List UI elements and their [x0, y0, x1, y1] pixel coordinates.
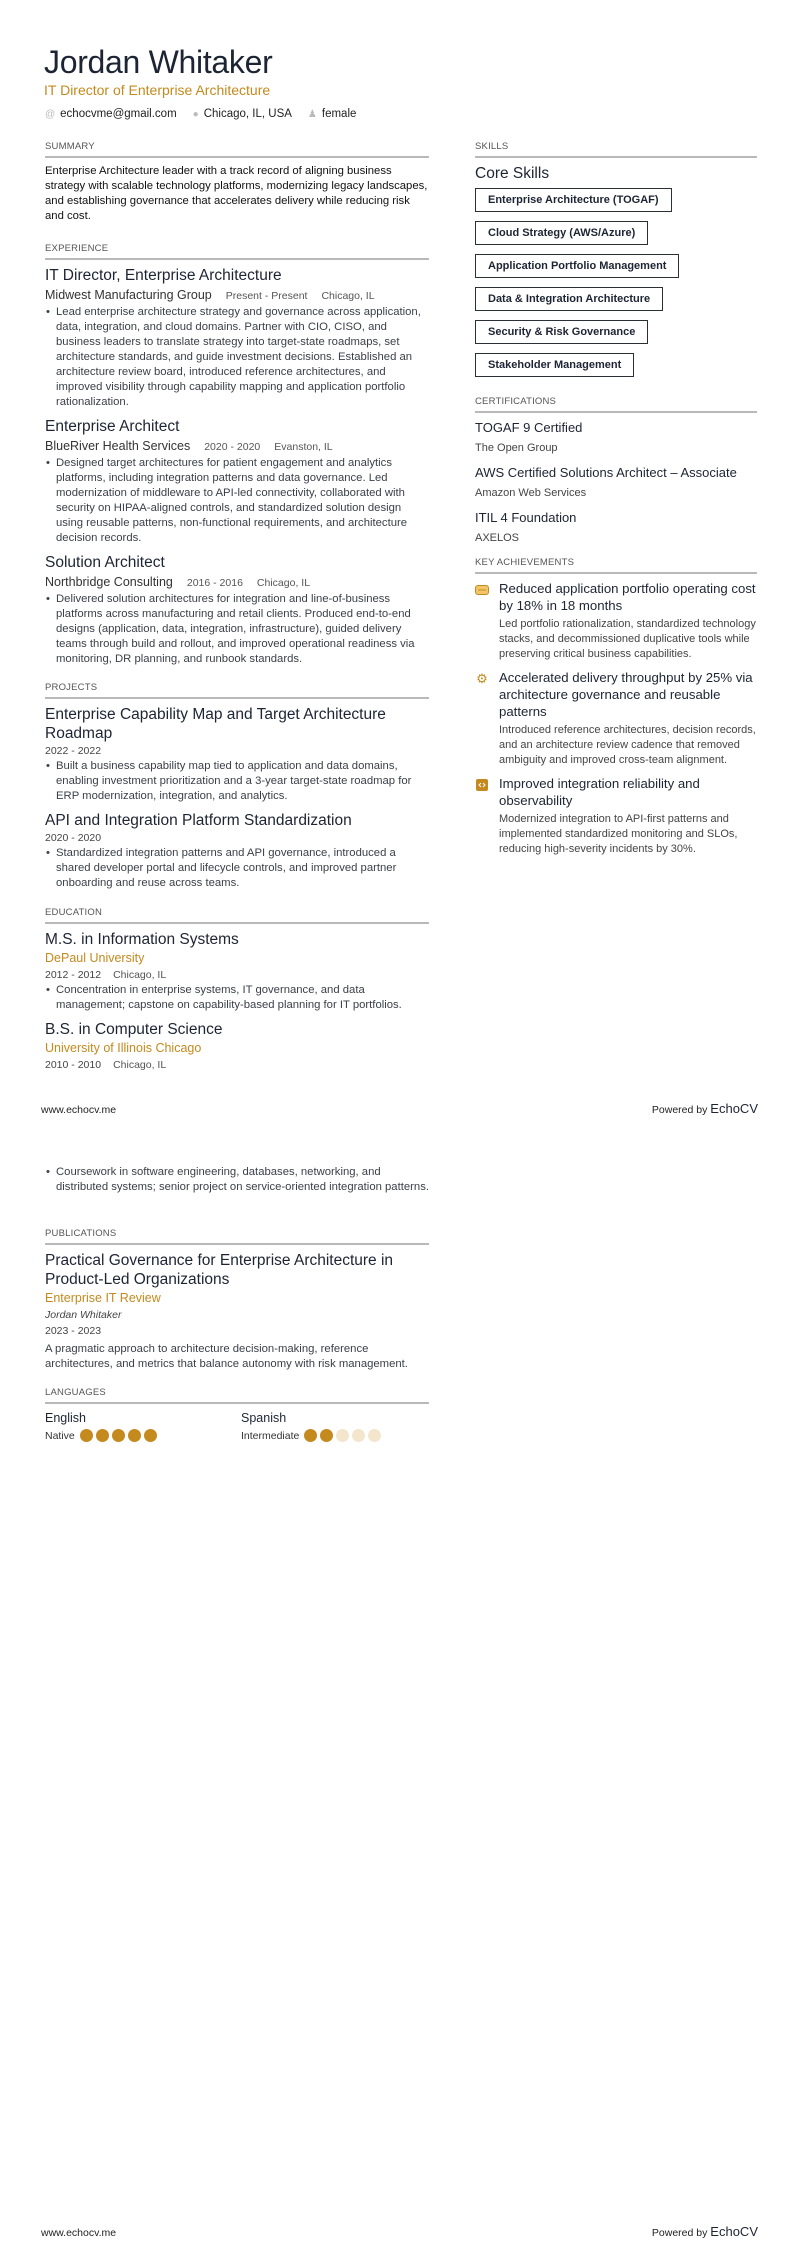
education-entry [45, 930, 429, 1013]
rating-dot-filled [128, 1429, 141, 1442]
job-meta [45, 287, 429, 305]
dates: 2023 - 2023 [45, 1325, 102, 1337]
achievement [475, 669, 757, 768]
education-entry [45, 1020, 429, 1073]
footer-site[interactable]: www.echocv.me [41, 1104, 117, 1116]
dates: 2022 - 2022 [45, 745, 102, 757]
author: Jordan Whitaker [45, 1309, 122, 1321]
rating-dot-empty [352, 1429, 365, 1442]
language-name: English [45, 1411, 86, 1425]
contact-row [45, 108, 366, 120]
skill-tag: Cloud Strategy (AWS/Azure) [475, 221, 648, 245]
location: Chicago, IL [113, 969, 167, 981]
achievement-title: Reduced application portfolio operating cost by 18% in 18 months [499, 581, 756, 613]
publication-title: Practical Governance for Enterprise Architecture in Product-Led Organizations [45, 1252, 394, 1288]
location: Chicago, IL [321, 290, 375, 302]
dates: 2020 - 2020 [45, 832, 102, 844]
dates: 2012 - 2012 [45, 969, 102, 981]
school: University of Illinois Chicago [45, 1041, 202, 1055]
achievements-section [475, 557, 757, 864]
section-heading: EDUCATION [45, 907, 429, 924]
rating-dot-filled [112, 1429, 125, 1442]
rating-dot-filled [144, 1429, 157, 1442]
section-heading: LANGUAGES [45, 1387, 429, 1404]
languages-section [45, 1387, 429, 1447]
job-title: Enterprise Architect [45, 418, 180, 435]
project-entry [45, 811, 429, 891]
education-continued [45, 1165, 429, 1195]
publisher: Enterprise IT Review [45, 1291, 161, 1305]
bullet: • Lead enterprise architecture strategy and governance across application, data, integration, and cloud domains. Partner with CIO, CISO, and business leaders to translate strategy into target-state roadmaps, set architecture standards, and guide investment decisions. Established an architecture review board, introduced reference architectures, and improved visibility through capability mapping and application portfolio rationalization. [45, 305, 429, 410]
language-item [45, 1410, 160, 1445]
location: Chicago, IL, USA [203, 108, 292, 120]
summary-section [45, 141, 429, 224]
rating-dots [304, 1427, 384, 1444]
location: Chicago, IL [256, 577, 311, 589]
money-icon [475, 583, 489, 597]
section-heading: CERTIFICATIONS [475, 396, 757, 413]
section-heading: EXPERIENCE [45, 243, 429, 260]
degree: B.S. in Computer Science [45, 1021, 223, 1038]
experience-entry [45, 266, 429, 410]
footer-site[interactable]: www.echocv.me [41, 2227, 117, 2239]
rating-dot-filled [320, 1429, 333, 1442]
achievement-desc: Introduced reference architectures, decision records, and an architecture review cadence that removed ambiguity and improved cross-team alignment. [499, 724, 756, 766]
candidate-title: IT Director of Enterprise Architecture [44, 82, 271, 98]
experience-entry [45, 553, 429, 667]
section-heading: SKILLS [475, 141, 757, 158]
skill-tag: Enterprise Architecture (TOGAF) [475, 188, 672, 212]
footer-powered[interactable] [652, 2224, 758, 2239]
cert-issuer: Amazon Web Services [475, 487, 587, 499]
gender: female [321, 108, 357, 120]
achievement-desc: Led portfolio rationalization, standardized technology stacks, and decommissioned duplicative tools while preserving critical business capabilities. [499, 618, 756, 660]
footer-powered[interactable] [652, 1101, 758, 1116]
experience-section [45, 243, 429, 674]
rating-dot-empty [368, 1429, 381, 1442]
skill-tag: Security & Risk Governance [475, 320, 648, 344]
candidate-name: Jordan Whitaker [44, 44, 273, 80]
rating-dot-empty [336, 1429, 349, 1442]
job-meta [45, 438, 429, 456]
summary-text: Enterprise Architecture leader with a track record of aligning business strategy with scalable technology platforms, modernizing legacy landscapes, and establishing governance that accelerates delivery while reducing risk and cost. [45, 165, 428, 222]
bullet: • Concentration in enterprise systems, IT governance, and data management; capstone on capability-based planning for IT portfolios. [45, 983, 429, 1013]
degree: M.S. in Information Systems [45, 931, 239, 948]
bullet: • Coursework in software engineering, databases, networking, and distributed systems; senior project on service-oriented integration patterns. [45, 1165, 429, 1195]
section-heading: PROJECTS [45, 682, 429, 699]
bullet: • Designed target architectures for patient engagement and analytics platforms, including integration patterns and data governance. Led modernization of middleware to API-led connectivity, collaborated with security on HIPAA-aligned controls, and standardized solution design using reusable patterns, non-functional requirements, and architecture decision records. [45, 456, 429, 546]
language-item [241, 1410, 384, 1445]
skill-tag: Application Portfolio Management [475, 254, 679, 278]
powered-label: Powered by [651, 2227, 708, 2239]
project-entry [45, 705, 429, 804]
dates: 2020 - 2020 [204, 441, 261, 453]
achievement [475, 580, 757, 662]
education-section [45, 907, 429, 1080]
rating-dot-filled [96, 1429, 109, 1442]
brand-logo: EchoCV [710, 2224, 758, 2239]
language-level: Intermediate [241, 1429, 300, 1442]
achievement-title: Accelerated delivery throughput by 25% via architecture governance and reusable patterns [499, 670, 753, 719]
email-icon: @ [45, 108, 56, 120]
rating-dot-filled [304, 1429, 317, 1442]
location: Evanston, IL [274, 441, 333, 453]
project-title: API and Integration Platform Standardization [45, 812, 352, 829]
job-title: IT Director, Enterprise Architecture [45, 267, 282, 284]
powered-label: Powered by [651, 1104, 708, 1116]
achievement [475, 775, 757, 857]
section-heading: PUBLICATIONS [45, 1228, 429, 1245]
company: Northbridge Consulting [45, 575, 173, 589]
achievement-desc: Modernized integration to API-first patterns and implemented standardized monitoring and SLOs, reducing high-severity incidents by 30%. [499, 813, 738, 855]
location-pin-icon: ● [192, 108, 199, 120]
job-meta [45, 574, 429, 592]
cert-issuer: AXELOS [475, 532, 520, 544]
skills-section [475, 141, 757, 386]
certifications-section [475, 396, 757, 554]
company: Midwest Manufacturing Group [45, 288, 212, 302]
publications-section [45, 1228, 429, 1372]
rating-dots [80, 1427, 160, 1444]
school: DePaul University [45, 951, 145, 965]
skill-group-title: Core Skills [475, 165, 550, 182]
bullet: • Standardized integration patterns and API governance, introduced a shared developer portal and lifecycle controls, and improved partner onboarding and reuse across teams. [45, 846, 429, 891]
experience-entry [45, 417, 429, 546]
cert-name: AWS Certified Solutions Architect – Associate [475, 465, 737, 480]
gear-icon: ⚙ [476, 671, 488, 686]
language-level: Native [45, 1429, 75, 1442]
company: BlueRiver Health Services [45, 439, 191, 453]
skill-tag: Data & Integration Architecture [475, 287, 663, 311]
bullet: • Delivered solution architectures for integration and line-of-business platforms across manufacturing and retail clients. Produced end-to-end designs (application, data, integration, infrastructure), guided delivery teams through build and rollout, and improved operational readiness via monitoring, DR planning, and runbook standards. [45, 592, 429, 667]
location: Chicago, IL [113, 1059, 167, 1071]
skill-tag: Stakeholder Management [475, 353, 634, 377]
dates: 2016 - 2016 [186, 577, 243, 589]
language-name: Spanish [241, 1411, 287, 1425]
section-heading: SUMMARY [45, 141, 429, 158]
rating-dot-filled [80, 1429, 93, 1442]
cert-issuer: The Open Group [475, 442, 558, 454]
person-icon: ♟ [307, 108, 317, 120]
achievement-title: Improved integration reliability and observability [499, 776, 700, 808]
projects-section [45, 682, 429, 898]
project-title: Enterprise Capability Map and Target Architecture Roadmap [45, 706, 386, 742]
code-icon [475, 778, 489, 792]
email[interactable]: echocvme@gmail.com [60, 108, 177, 120]
dates: Present - Present [225, 290, 308, 302]
job-title: Solution Architect [45, 554, 165, 571]
brand-logo: EchoCV [710, 1101, 758, 1116]
publication-desc: A pragmatic approach to architecture decision-making, reference architectures, and metrics that balance autonomy with risk management. [45, 1343, 408, 1370]
cert-name: TOGAF 9 Certified [475, 420, 583, 435]
section-heading: KEY ACHIEVEMENTS [475, 557, 757, 574]
bullet: • Built a business capability map tied to application and data domains, enabling investment prioritization and a 3-year target-state roadmap for ERP modernization, integration, and analytics. [45, 759, 429, 804]
cert-name: ITIL 4 Foundation [475, 510, 577, 525]
dates: 2010 - 2010 [45, 1059, 102, 1071]
